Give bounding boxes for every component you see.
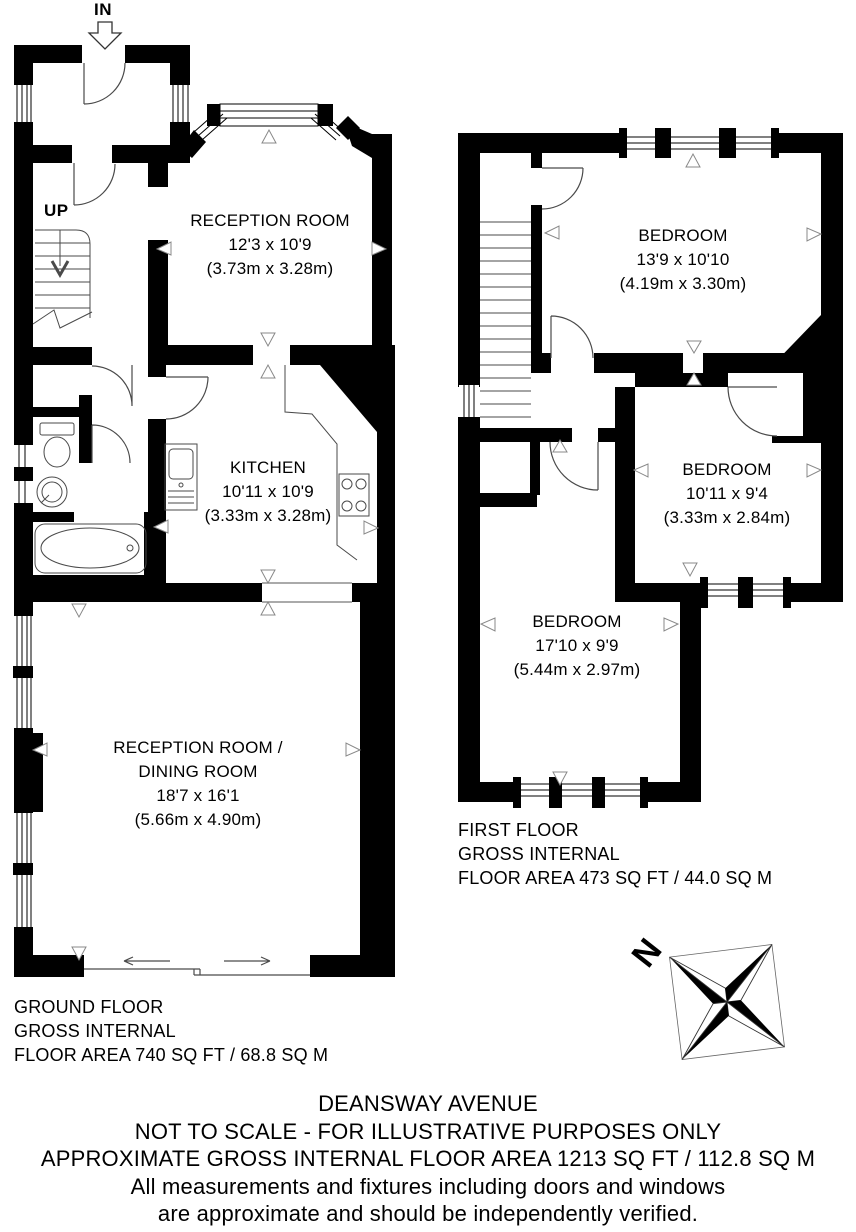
room-name: BEDROOM — [532, 612, 622, 631]
room-label-dining — [92, 736, 304, 832]
disclaimer-line-2: are approximate and should be independently verified. — [157, 1201, 699, 1226]
first-floor-doors — [542, 168, 777, 490]
room-size-imperial: 18'7 x 16'1 — [156, 786, 240, 805]
compass-north-label: N — [624, 931, 670, 975]
toilet-cistern-icon — [40, 423, 74, 435]
floor-title: GROUND FLOOR — [14, 997, 164, 1017]
compass-rose-icon — [624, 932, 784, 1060]
room-size-imperial: 10'11 x 9'4 — [685, 484, 769, 503]
first-floor-caption — [458, 818, 772, 890]
stairs-up-label: UP — [44, 201, 69, 220]
entrance-arrow-icon — [89, 22, 121, 49]
room-name: BEDROOM — [638, 226, 728, 245]
room-size-metric: (3.33m x 2.84m) — [663, 508, 791, 527]
disclaimer-line-1: All measurements and fixtures including doors and windows — [130, 1173, 726, 1199]
ground-floor-caption — [14, 995, 328, 1067]
entrance-label: IN — [94, 0, 112, 19]
bathtub-icon — [35, 524, 146, 573]
floor-area: FLOOR AREA 740 SQ FT / 68.8 SQ M — [14, 1045, 329, 1065]
room-label-bedroom-3 — [514, 610, 641, 682]
floor-subtitle: GROSS INTERNAL — [458, 844, 620, 864]
floor-area: FLOOR AREA 473 SQ FT / 44.0 SQ M — [458, 868, 773, 888]
room-size-metric: (5.44m x 2.97m) — [513, 660, 641, 679]
total-area: APPROXIMATE GROSS INTERNAL FLOOR AREA 1213 SQ FT / 112.8 SQ M — [40, 1146, 816, 1171]
room-size-imperial: 10'11 x 10'9 — [222, 482, 314, 501]
room-size-metric: (5.66m x 4.90m) — [134, 810, 262, 829]
footer-disclaimer — [0, 1090, 856, 1228]
property-name: DEANSWAY AVENUE — [318, 1091, 538, 1116]
room-size-metric: (4.19m x 3.30m) — [619, 274, 747, 293]
floor-title: FIRST FLOOR — [458, 820, 579, 840]
room-name: BEDROOM — [682, 460, 772, 479]
room-size-imperial: 12'3 x 10'9 — [228, 235, 312, 254]
floor-subtitle: GROSS INTERNAL — [14, 1021, 176, 1041]
staircase-first — [480, 222, 531, 417]
room-label-bedroom-2 — [664, 458, 791, 530]
room-label-reception — [190, 209, 350, 281]
scale-note: NOT TO SCALE - FOR ILLUSTRATIVE PURPOSES ONLY — [134, 1118, 722, 1144]
room-name: KITCHEN — [229, 458, 307, 477]
room-size-metric: (3.73m x 3.28m) — [206, 259, 334, 278]
staircase-ground — [33, 230, 92, 328]
room-label-bedroom-1 — [620, 224, 747, 296]
room-label-kitchen — [205, 456, 332, 528]
toilet-icon — [44, 437, 70, 467]
room-name: RECEPTION ROOM — [190, 211, 350, 230]
room-size-imperial: 17'10 x 9'9 — [535, 636, 619, 655]
room-size-metric: (3.33m x 3.28m) — [204, 506, 332, 525]
room-size-imperial: 13'9 x 10'10 — [636, 250, 730, 269]
room-name: RECEPTION ROOM / DINING ROOM — [113, 738, 283, 781]
